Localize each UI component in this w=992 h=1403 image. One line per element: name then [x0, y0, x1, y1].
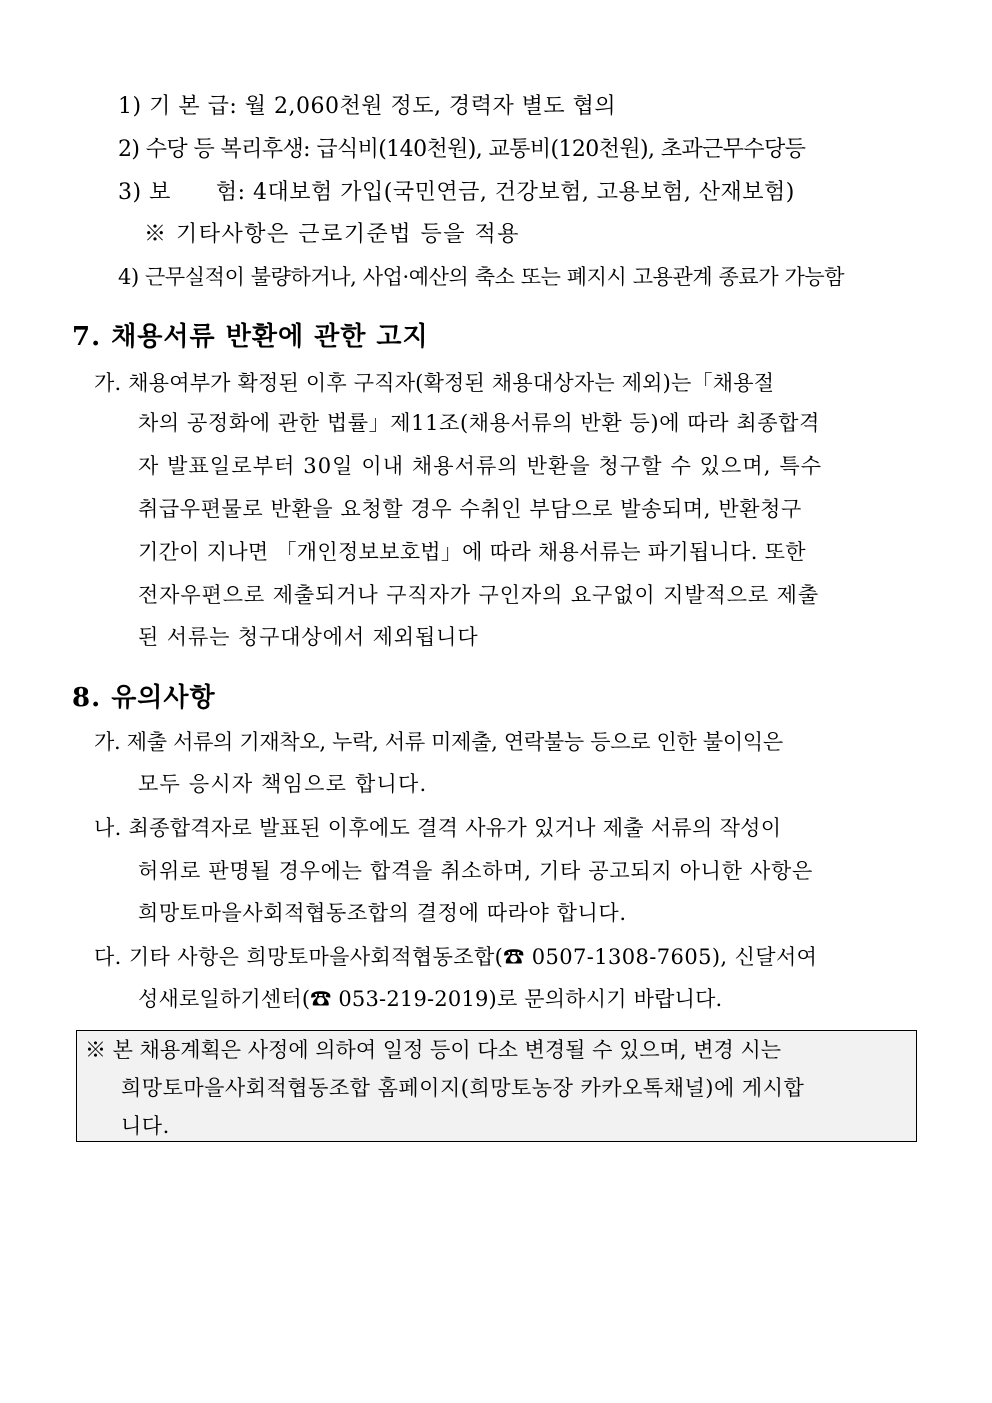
- benefit-termination: 4) 근무실적이 불량하거나, 사업·예산의 축소 또는 폐지시 고용관계 종료가 가능함: [118, 265, 845, 289]
- section8-ga-line-2: 모두 응시자 책임으로 합니다.: [138, 772, 428, 796]
- section8-na-line-1: 나. 최종합격자로 발표된 이후에도 결격 사유가 있거나 제출 서류의 작성이: [94, 816, 782, 840]
- section7-ga-line-6: 전자우편으로 제출되거나 구직자가 구인자의 요구없이 지발적으로 제출: [138, 583, 820, 607]
- benefit-base-pay: 1) 기 본 급: 월 2,060천원 정도, 경력자 별도 협의: [118, 94, 617, 119]
- section7-title: 7. 채용서류 반환에 관한 고지: [72, 322, 429, 352]
- section7-ga-line-4: 취급우편물로 반환을 요청할 경우 수취인 부담으로 발송되며, 반환청구: [138, 497, 802, 521]
- section8-ga-line-1: 가. 제출 서류의 기재착오, 누락, 서류 미제출, 연락불능 등으로 인한 불이익은: [94, 730, 783, 754]
- section7-ga-line-5: 기간이 지나면 「개인정보보호법」에 따라 채용서류는 파기됩니다. 또한: [138, 540, 806, 564]
- section8-title: 8. 유의사항: [72, 683, 216, 713]
- section8-na-line-3: 희망토마을사회적협동조합의 결정에 따라야 합니다.: [138, 901, 627, 925]
- section7-ga-line-1: 가. 채용여부가 확정된 이후 구직자(확정된 채용대상자는 제외)는「채용절: [94, 371, 775, 395]
- notice-line-2: 희망토마을사회적협동조합 홈페이지(희망토농장 카카오톡채널)에 게시합: [121, 1076, 805, 1100]
- section8-da-line-2: 성새로일하기센터(☎ 053-219-2019)로 문의하시기 바랍니다.: [138, 987, 723, 1011]
- section8-da-line-1: 다. 기타 사항은 희망토마을사회적협동조합(☎ 0507-1308-7605), 신달서여: [94, 945, 818, 969]
- notice-line-1: ※ 본 채용계획은 사정에 의하여 일정 등이 다소 변경될 수 있으며, 변경 시는: [85, 1038, 782, 1062]
- notice-line-3: 니다.: [121, 1114, 170, 1138]
- benefit-insurance: 3) 보 험: 4대보험 가입(국민연금, 건강보험, 고용보험, 산재보험): [118, 180, 795, 205]
- notice-box: [76, 1030, 917, 1142]
- section7-ga-line-2: 차의 공정화에 관한 법률」제11조(채용서류의 반환 등)에 따라 최종합격: [138, 411, 820, 435]
- benefit-allowances: 2) 수당 등 복리후생: 급식비(140천원), 교통비(120천원), 초과근무수당등: [118, 137, 806, 162]
- section8-na-line-2: 허위로 판명될 경우에는 합격을 취소하며, 기타 공고되지 아니한 사항은: [138, 859, 813, 883]
- benefit-note: ※ 기타사항은 근로기준법 등을 적용: [144, 222, 521, 247]
- section7-ga-line-3: 자 발표일로부터 30일 이내 채용서류의 반환을 청구할 수 있으며, 특수: [138, 454, 823, 478]
- section7-ga-line-7: 된 서류는 청구대상에서 제외됩니다: [138, 625, 479, 649]
